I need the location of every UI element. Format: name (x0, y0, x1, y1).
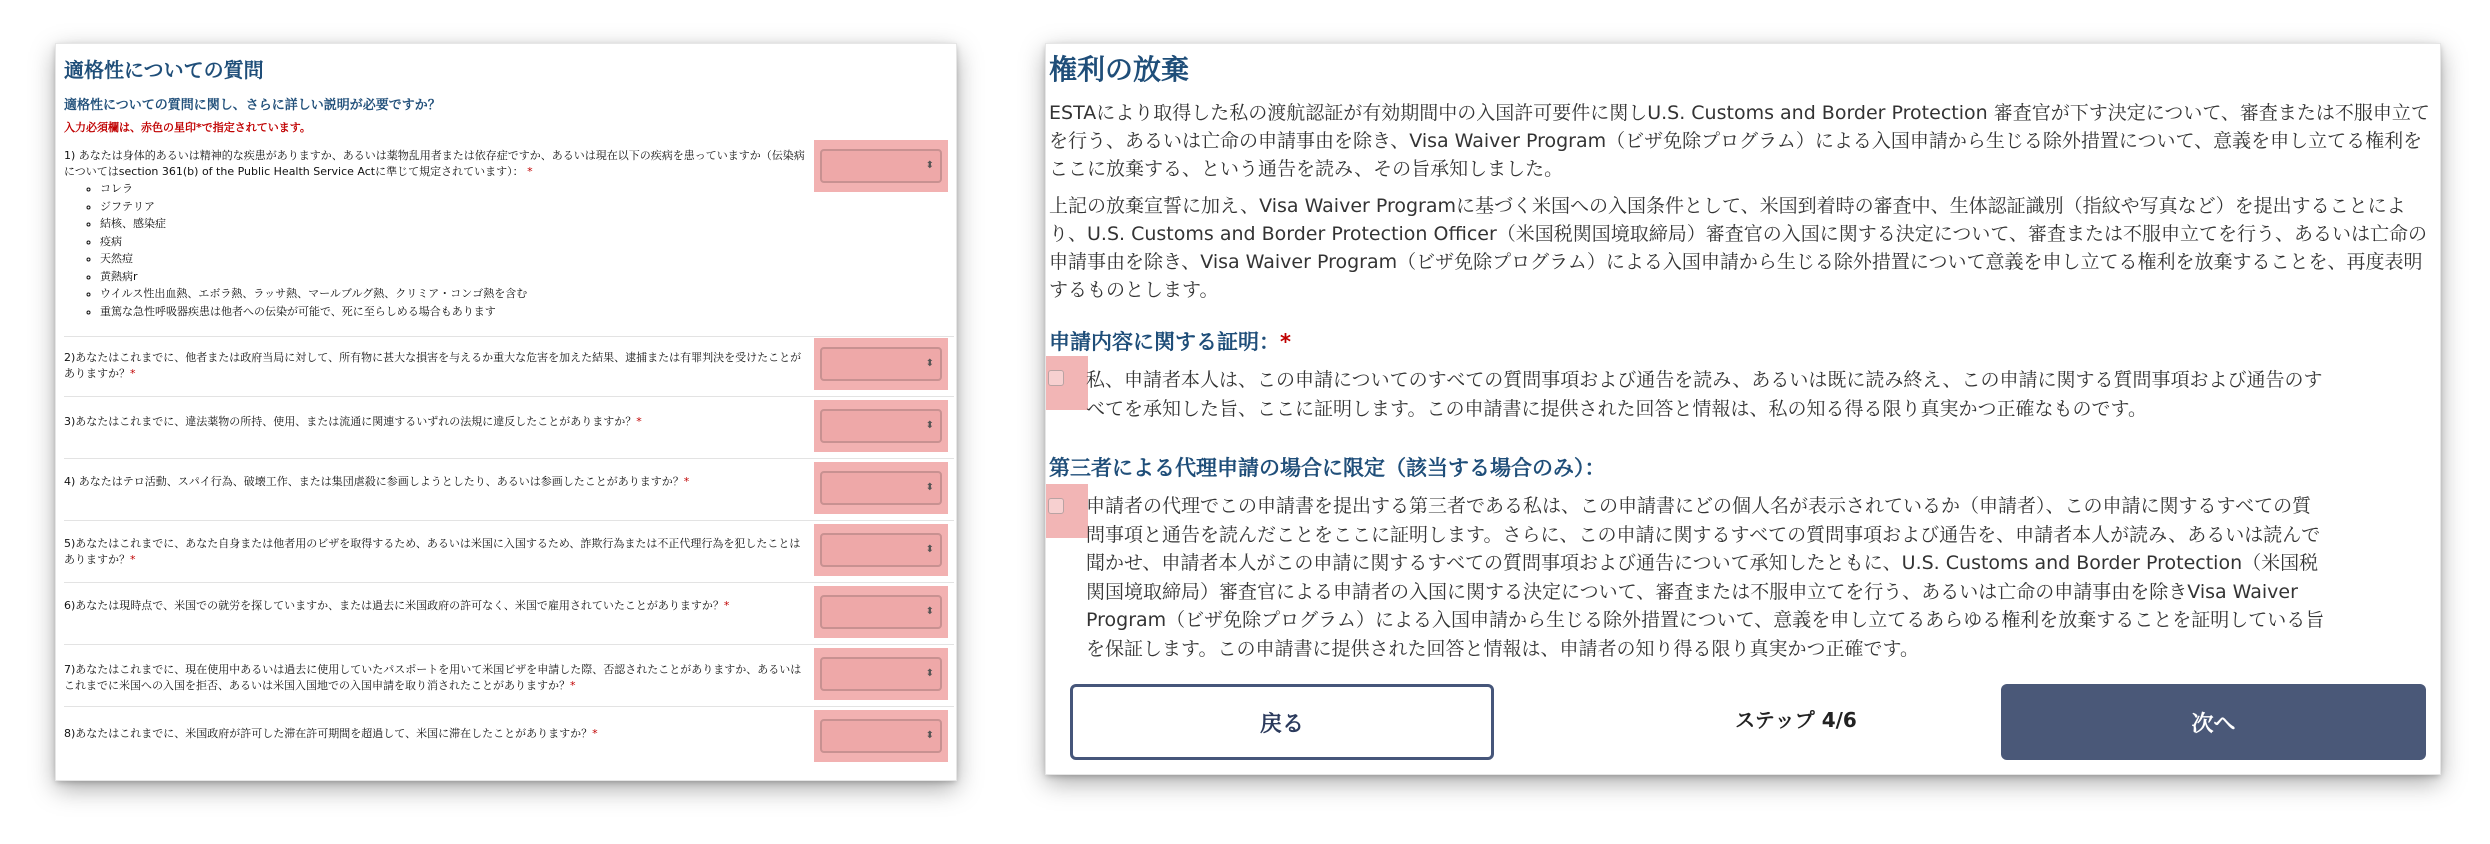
disease-item: ◦ ウイルス性出血熱、エボラ熱、ラッサ熱、マールブルグ熱、クリミア・コンゴ熱を含む (100, 285, 809, 303)
certification-heading (1049, 326, 1291, 356)
back-button[interactable]: 戻る (1070, 684, 1494, 760)
certification-text: 私、申請者本人は、この申請についてのすべての質問事項および通告を読み、あるいは既に読み終え、この申請に関する質問事項および通告のすべてを承知した旨、ここに証明します。この申請書に提供された回答と情報は、私の知る得る限り真実かつ正確なものです。 (1086, 369, 2323, 420)
question-3-text: 3)あなたはこれまでに、違法薬物の所持、使用、または流通に関連するいずれの法規に違反したことがありますか？ (64, 415, 637, 428)
question-3-select[interactable] (814, 400, 948, 452)
certification-checkbox[interactable] (1048, 370, 1064, 386)
divider (64, 458, 954, 459)
required-star: * (683, 475, 690, 488)
required-star: * (527, 165, 533, 178)
question-4 (64, 474, 809, 490)
required-star: * (1280, 330, 1291, 354)
divider (64, 336, 954, 337)
question-6 (64, 598, 809, 614)
divider (64, 644, 954, 645)
question-8 (64, 726, 809, 742)
disease-item: ◦ 黄熱病r (100, 268, 809, 286)
third-party-text: 申請者の代理でこの申請書を提出する第三者である私は、この申請書にどの個人名が表示されているか（申請者）、この申請に関するすべての質問事項と通告を読んだことをここに証明します。さらに、この申請に関するすべての質問事項および通告を、申請者本人が読み、あるいは読んで聞かせ、申請者本人がこの申請に関するすべての質問事項および通告について承知したともに、U.S. Customs and Border Protection（米国税関国境取締局）審査官による申請者の入国に関する決定について、審査または不服申立てを行う、あるいは亡命の申請事由を除きVisa Waiver Program（ビザ免除プログラム）による入国申請から生じる除外措置について、意義を申し立てるあらゆる権利を放棄することを証明している旨を保証します。この申請書に提供された回答と情報は、申請者の知り得る限り真実かつ正確です。 (1086, 495, 2325, 660)
disease-item: ◦ 天然痘 (100, 250, 809, 268)
select-arrows-icon: ⬍ (925, 544, 934, 555)
certification-checkbox-wrapper[interactable] (1046, 356, 1088, 410)
certification-heading-text: 申請内容に関する証明： (1049, 330, 1280, 354)
question-7 (64, 662, 809, 694)
question-5-select[interactable] (814, 524, 948, 576)
question-2-select[interactable] (814, 338, 948, 390)
question-5 (64, 536, 809, 568)
required-star: * (592, 727, 598, 740)
question-1-select[interactable] (814, 140, 948, 192)
question-8-select[interactable] (814, 710, 948, 762)
question-1-text: 1) あなたは身体的あるいは精神的な疾患がありますか、あるいは薬物乱用者または依存症ですか、あるいは現在以下の疾病を患っていますか（伝染病についてはsection 361(b) of the Public Health Service Actに準じて規定されています）： (64, 149, 805, 178)
question-8-text: 8)あなたはこれまでに、米国政府が許可した滞在許可期間を超過して、米国に滞在したことがありますか？ (64, 727, 593, 740)
required-star: * (636, 415, 642, 428)
question-7-select[interactable] (814, 648, 948, 700)
select-arrows-icon: ⬍ (925, 420, 934, 431)
eligibility-help-link[interactable]: 適格性についての質問に関し、さらに詳しい説明が必要ですか？ (64, 98, 441, 113)
question-6-select[interactable] (814, 586, 948, 638)
eligibility-questions-panel (56, 44, 956, 780)
select-arrows-icon: ⬍ (925, 482, 934, 493)
waiver-panel (1046, 44, 2440, 774)
disease-item: ◦ 結核、感染症 (100, 215, 809, 233)
divider (64, 582, 954, 583)
divider (64, 396, 954, 397)
required-star: * (723, 599, 730, 612)
question-3 (64, 414, 809, 430)
next-button[interactable]: 次へ (2001, 684, 2426, 760)
question-2 (64, 350, 809, 382)
third-party-checkbox-wrapper[interactable] (1046, 484, 1088, 538)
required-star: * (570, 679, 576, 692)
question-4-select[interactable] (814, 462, 948, 514)
required-fields-note: 入力必須欄は、赤色の星印*で指定されています。 (64, 121, 311, 134)
waiver-paragraph-1: ESTAにより取得した私の渡航認証が有効期間中の入国許可要件に関しU.S. Customs and Border Protection 審査官が下す決定について、審査または不服申立てを行う、あるいは亡命の申請事由を除き、Visa Waiver Program（ビザ免除プログラム）による入国申請から生じる除外措置について、意義を申し立てる権利をここに放棄する、という通告を読み、その旨承知しました。 (1049, 102, 2430, 180)
question-5-text: 5)あなたはこれまでに、あなた自身または他者用のビザを取得するため、あるいは米国に入国するため、詐欺行為または不正代理行為を犯したことはありますか？ (64, 537, 801, 566)
waiver-paragraph-2: 上記の放棄宣誓に加え、Visa Waiver Programに基づく米国への入国条件として、米国到着時の審査中、生体認証識別（指紋や写真など）を提出することにより、U.S. Customs and Border Protection Officer（米国税関国境取締局）審査官の入国に関する決定について、審査または不服申立てを行う、あるいは亡命の申請事由を除き、Visa Waiver Program（ビザ免除プログラム）による入国申請から生じる除外措置について意義を申し立てる権利を放棄することを、再度表明するものとします。 (1049, 195, 2428, 301)
select-arrows-icon: ⬍ (925, 730, 934, 741)
step-indicator: ステップ 4/6 (1735, 708, 1857, 732)
required-star: * (130, 553, 136, 566)
third-party-checkbox[interactable] (1048, 498, 1064, 514)
question-2-text: 2)あなたはこれまでに、他者または政府当局に対して、所有物に甚大な損害を与えるか重大な危害を加えた結果、逮捕または有罪判決を受けたことがありますか？ (64, 351, 802, 380)
question-6-text: 6)あなたは現時点で、米国での就労を探していますか、または過去に米国政府の許可なく、米国で雇用されていたことがありますか？ (64, 599, 724, 612)
disease-item: ◦ 重篤な急性呼吸器疾患は他者への伝染が可能で、死に至らしめる場合もあります (100, 303, 809, 321)
divider (64, 520, 954, 521)
disease-list (64, 180, 809, 320)
select-arrows-icon: ⬍ (925, 606, 934, 617)
waiver-title: 権利の放棄 (1049, 53, 1190, 86)
required-star: * (130, 367, 136, 380)
eligibility-title: 適格性についての質問 (64, 58, 264, 82)
select-arrows-icon: ⬍ (925, 358, 934, 369)
divider (64, 706, 954, 707)
question-7-text: 7)あなたはこれまでに、現在使用中あるいは過去に使用していたパスポートを用いて米国ビザを申請した際、否認されたことがありますか、あるいはこれまでに米国への入国を拒否、あるいは米国入国地での入国申請を取り消されたことがありますか？ (64, 663, 802, 692)
question-1 (64, 148, 809, 320)
third-party-heading: 第三者による代理申請の場合に限定（該当する場合のみ）： (1049, 456, 1606, 480)
question-4-text: 4) あなたはテロ活動、スパイ行為、破壊工作、または集団虐殺に参画しようとしたり、あるいは参画したことがありますか？ (64, 475, 684, 488)
select-arrows-icon: ⬍ (925, 160, 934, 171)
select-arrows-icon: ⬍ (925, 668, 934, 679)
disease-item: ◦ コレラ (100, 180, 809, 198)
disease-item: ◦ ジフテリア (100, 198, 809, 216)
disease-item: ◦ 疫病 (100, 233, 809, 251)
